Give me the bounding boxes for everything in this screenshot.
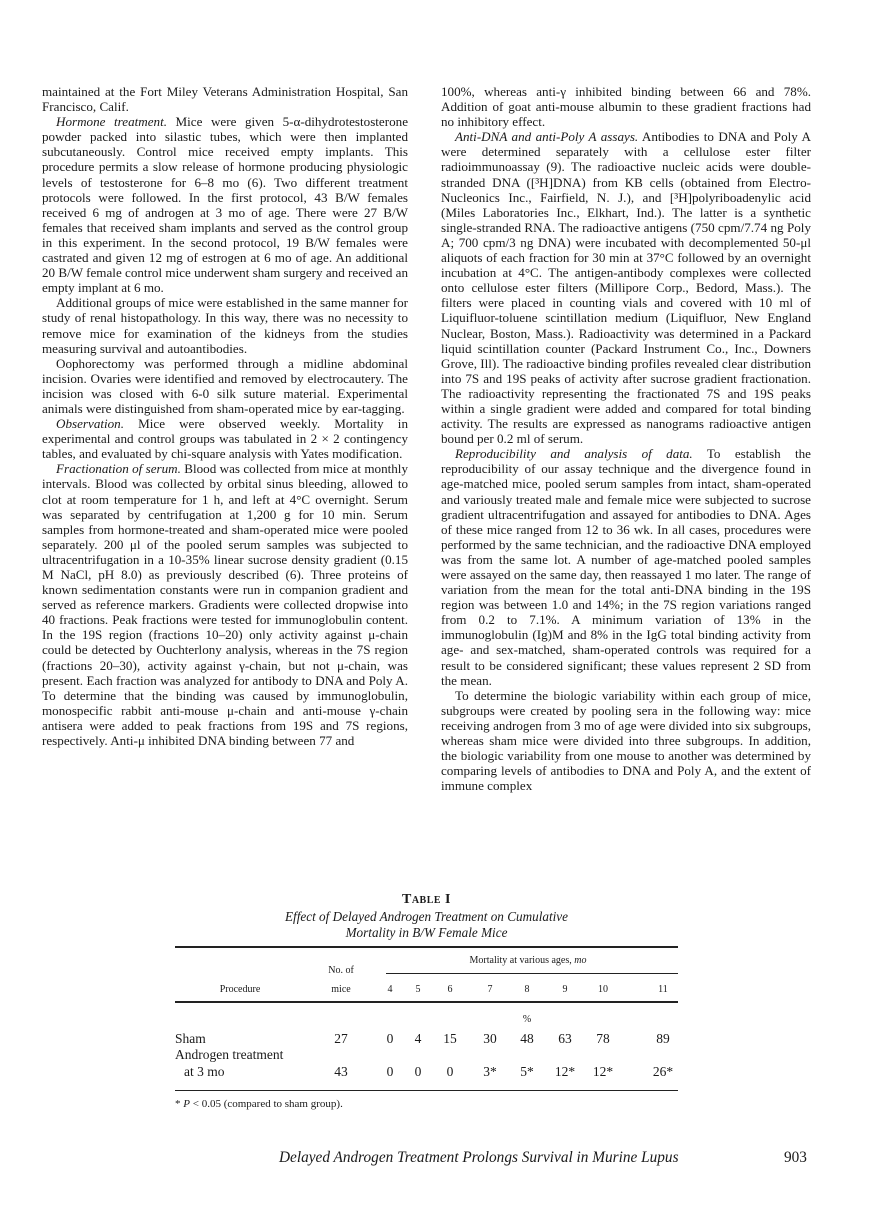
running-title: Delayed Androgen Treatment Prolongs Survival in Murine Lupus — [279, 1149, 679, 1166]
paragraph: Additional groups of mice were established in the same manner for study of renal histopathology. In this way, there was no necessity to remove mice for examination of the kidneys from the studies measuring survival and autoantibodies. — [42, 295, 408, 356]
paragraph: maintained at the Fort Miley Veterans Administration Hospital, San Francisco, Calif. — [42, 84, 408, 115]
table-cell: 0 — [386, 1064, 394, 1079]
caption-line: Effect of Delayed Androgen Treatment on Cumulative — [285, 909, 568, 924]
table-cell: 0 — [414, 1064, 422, 1079]
top-rule — [175, 946, 678, 948]
table-cell: 0 — [386, 1031, 394, 1046]
header-procedure: Procedure — [219, 984, 261, 995]
header-rule — [175, 1001, 678, 1003]
table-cell: 30 — [483, 1031, 497, 1046]
age-header-9: 9 — [562, 984, 568, 995]
table-cell: 26* — [652, 1064, 674, 1079]
paragraph-text: Antibodies to DNA and Poly A were determined separately with a cellulose ester filter radioimmunoassay (9). The radioactive nucleic acids were double-stranded DNA ([³H]DNA) from KB cells (obtained from Electro-Nucleonics Inc., Fairfield, N. J.), and [³H]polyriboadenylic acid (Miles Laboratories Inc., Elkhart, Ind.). The latter is a synthetic single-stranded RNA. The radioactive antigens (750 cpm/7.74 ng Poly A; 700 cpm/3 ng DNA) were incubated with decomplemented 50-μl aliquots of each fraction for 30 min at 37°C followed by an overnight incubation at 4°C. The antigen-antibody complexes were collected onto cellulose ester filters (Millipore Corp., Bedord, Mass.). The filters were placed in counting vials and covered with 10 ml of Liquifluor-toluene scintillation medium (Liquifluor, New England Nuclear, Boston, Mass.). Radioactivity was determined in a Packard liquid scintillation counter (Packard Instrument Co., Inc., Downers Grove, Ill). The radioactive binding profiles revealed clear distribution into 7S and 19S peaks of activity after sucrose gradient fractionation. The radioactivity representing the fractionated 7S and 19S peaks within a single gradient were added and compared for total binding activity. The results are expressed as nanograms radioactive antigen bound per 0.2 ml of serum. — [441, 129, 811, 447]
section-heading: Hormone treatment. — [56, 114, 167, 130]
row-label-androgen-line2: at 3 mo — [184, 1064, 225, 1079]
age-header-4: 4 — [387, 984, 393, 995]
right-column — [441, 84, 811, 793]
bottom-rule — [175, 1090, 678, 1091]
spanner-rule — [386, 973, 678, 974]
paragraph-text: To establish the reproducibility of our assay technique and the divergence found in age-matched mice, pooled serum samples from intact, sham-operated and variously treated male and female mice were subjected to sucrose gradient ultracentrifugation and assayed for antibodies to DNA. Ages of these mice ranged from 12 to 36 wk. In all cases, procedures were performed by the same technician, and the radioactive DNA employed was from the same lot. A number of age-matched pooled samples were assayed on the same day, then reassayed 1 mo later. The range of variation from the mean for the total anti-DNA binding in the 19S region was between 1.0 and 14%; in the 7S region variations ranged from 0.2 to 7.1%. A minimum variation of 13% in the immunoglobulin (Ig)M and 8% in the IgG total binding activity from age- and sex-matched, sham-operated controls was required for a result to be considered significant; these values represent 2 SD from the mean. — [441, 446, 811, 688]
paragraph: To determine the biologic variability within each group of mice, subgroups were created by pooling sera in the following way: mice receiving androgen from 3 mo of age were divided into six subgroups, whereas sham mice were divided into three subgroups. In addition, the biologic variability from one mouse to another was determined by comparing levels of antibodies to DNA and Poly A, and the extent of immune complex — [441, 687, 811, 794]
table-cell: 48 — [520, 1031, 534, 1046]
paragraph-reproducibility — [441, 446, 811, 688]
table-footnote: * P < 0.05 (compared to sham group). — [175, 1098, 343, 1110]
age-header-7: 7 — [487, 984, 493, 995]
section-heading: Reproducibility and analysis of data. — [455, 446, 693, 462]
table-cell: 4 — [414, 1031, 422, 1046]
section-heading: Observation. — [56, 416, 125, 432]
age-header-5: 5 — [415, 984, 421, 995]
table-caption — [175, 909, 678, 941]
paragraph-text: Mice were observed weekly. Mortality in experimental and control groups was tabulated in 2 × 2 contingency tables, and evaluated by chi-square analysis with Yates modification. — [42, 416, 408, 462]
paragraph: 100%, whereas anti-γ inhibited binding between 66 and 78%. Addition of goat anti-mouse albumin to these gradient fractions had no inhibitory effect. — [441, 84, 811, 130]
unit-row: % — [522, 1014, 532, 1025]
table-cell: 3* — [483, 1064, 497, 1079]
header-n-line2: mice — [331, 984, 351, 995]
row-label-sham: Sham — [175, 1031, 206, 1046]
table-cell: 0 — [446, 1064, 454, 1079]
spanner-header: Mortality at various ages, mo — [469, 955, 587, 966]
table-label: Table I — [401, 892, 452, 907]
row-n-androgen: 43 — [334, 1064, 348, 1079]
header-n-line1: No. of — [328, 965, 354, 976]
paragraph-observation — [42, 416, 408, 461]
paragraph-assays — [441, 129, 811, 446]
caption-line: Mortality in B/W Female Mice — [345, 925, 508, 940]
table-cell: 63 — [558, 1031, 572, 1046]
paragraph-fractionation — [42, 461, 408, 748]
table-cell: 78 — [596, 1031, 610, 1046]
table-1 — [175, 892, 678, 941]
age-header-10: 10 — [598, 984, 608, 995]
table-cell: 89 — [656, 1031, 670, 1046]
section-heading: Anti-DNA and anti-Poly A assays. — [455, 129, 639, 145]
age-header-11: 11 — [658, 984, 668, 995]
page-number: 903 — [784, 1149, 807, 1166]
table-cell: 15 — [443, 1031, 457, 1046]
paragraph-text: Blood was collected from mice at monthly intervals. Blood was collected by orbital sinus bleeding, allowed to clot at room temperature for 1 h, and left at 4°C overnight. Serum was separated by centrifugation at 1,200 g for 10 min. Serum samples from hormone-treated and sham-operated mice were pooled separately. 200 μl of the pooled serum samples was subjected to ultracentrifugation in a 10-35% linear sucrose density gradient (0.15 M NaCl, pH 8.0) as previously described (6). Three proteins of known sedimentation constants were run in companion gradient and served as reference markers. Gradients were collected dropwise into 40 fractions. Peak fractions were tested for immunoglobulin content. In the 19S region (fractions 10–20) only activity against μ-chain could be detected by Ouchterlony analysis, whereas in the 7S region (fractions 20–30), activity against γ-chain, but not μ-chain, was present. Each fraction was analyzed for antibody to DNA and Poly A. To determine that the binding was caused by immunoglobulin, monospecific rabbit anti-mouse μ-chain and anti-mouse γ-chain antisera were added to peak fractions from 19S and 7S regions, respectively. Anti-μ inhibited DNA binding between 77 and — [42, 461, 408, 749]
age-header-8: 8 — [524, 984, 530, 995]
table-cell: 5* — [520, 1064, 534, 1079]
table-cell: 12* — [554, 1064, 576, 1079]
table-cell: 12* — [592, 1064, 614, 1079]
age-header-6: 6 — [447, 984, 453, 995]
row-label-androgen: Androgen treatment — [175, 1047, 284, 1062]
paragraph-hormone-treatment — [42, 114, 408, 295]
paragraph: Oophorectomy was performed through a midline abdominal incision. Ovaries were identified and removed by electrocautery. The incision was closed with 6-0 silk suture material. Experimental animals were distinguished from sham-operated mice by ear-tagging. — [42, 355, 408, 416]
left-column — [42, 84, 408, 748]
section-heading: Fractionation of serum. — [56, 461, 181, 477]
paragraph-text: Mice were given 5-α-dihydrotestosterone powder packed into silastic tubes, which were then implanted subcutaneously. Control mice received empty implants. This procedure permits a slow release of hormone producing physiologic levels of testosterone for 6–8 mo (6). Two different treatment protocols were followed. In the first protocol, 43 B/W females received 6 mg of androgen at 3 mo of age. There were 27 B/W females that received sham implants and served as the control group in this experiment. In the second protocol, 19 B/W females were castrated and given 12 mg of estrogen at 6 mo of age. An additional 20 B/W female control mice underwent sham surgery and received an empty implant at 6 mo. — [42, 114, 409, 296]
row-n-sham: 27 — [334, 1031, 348, 1046]
